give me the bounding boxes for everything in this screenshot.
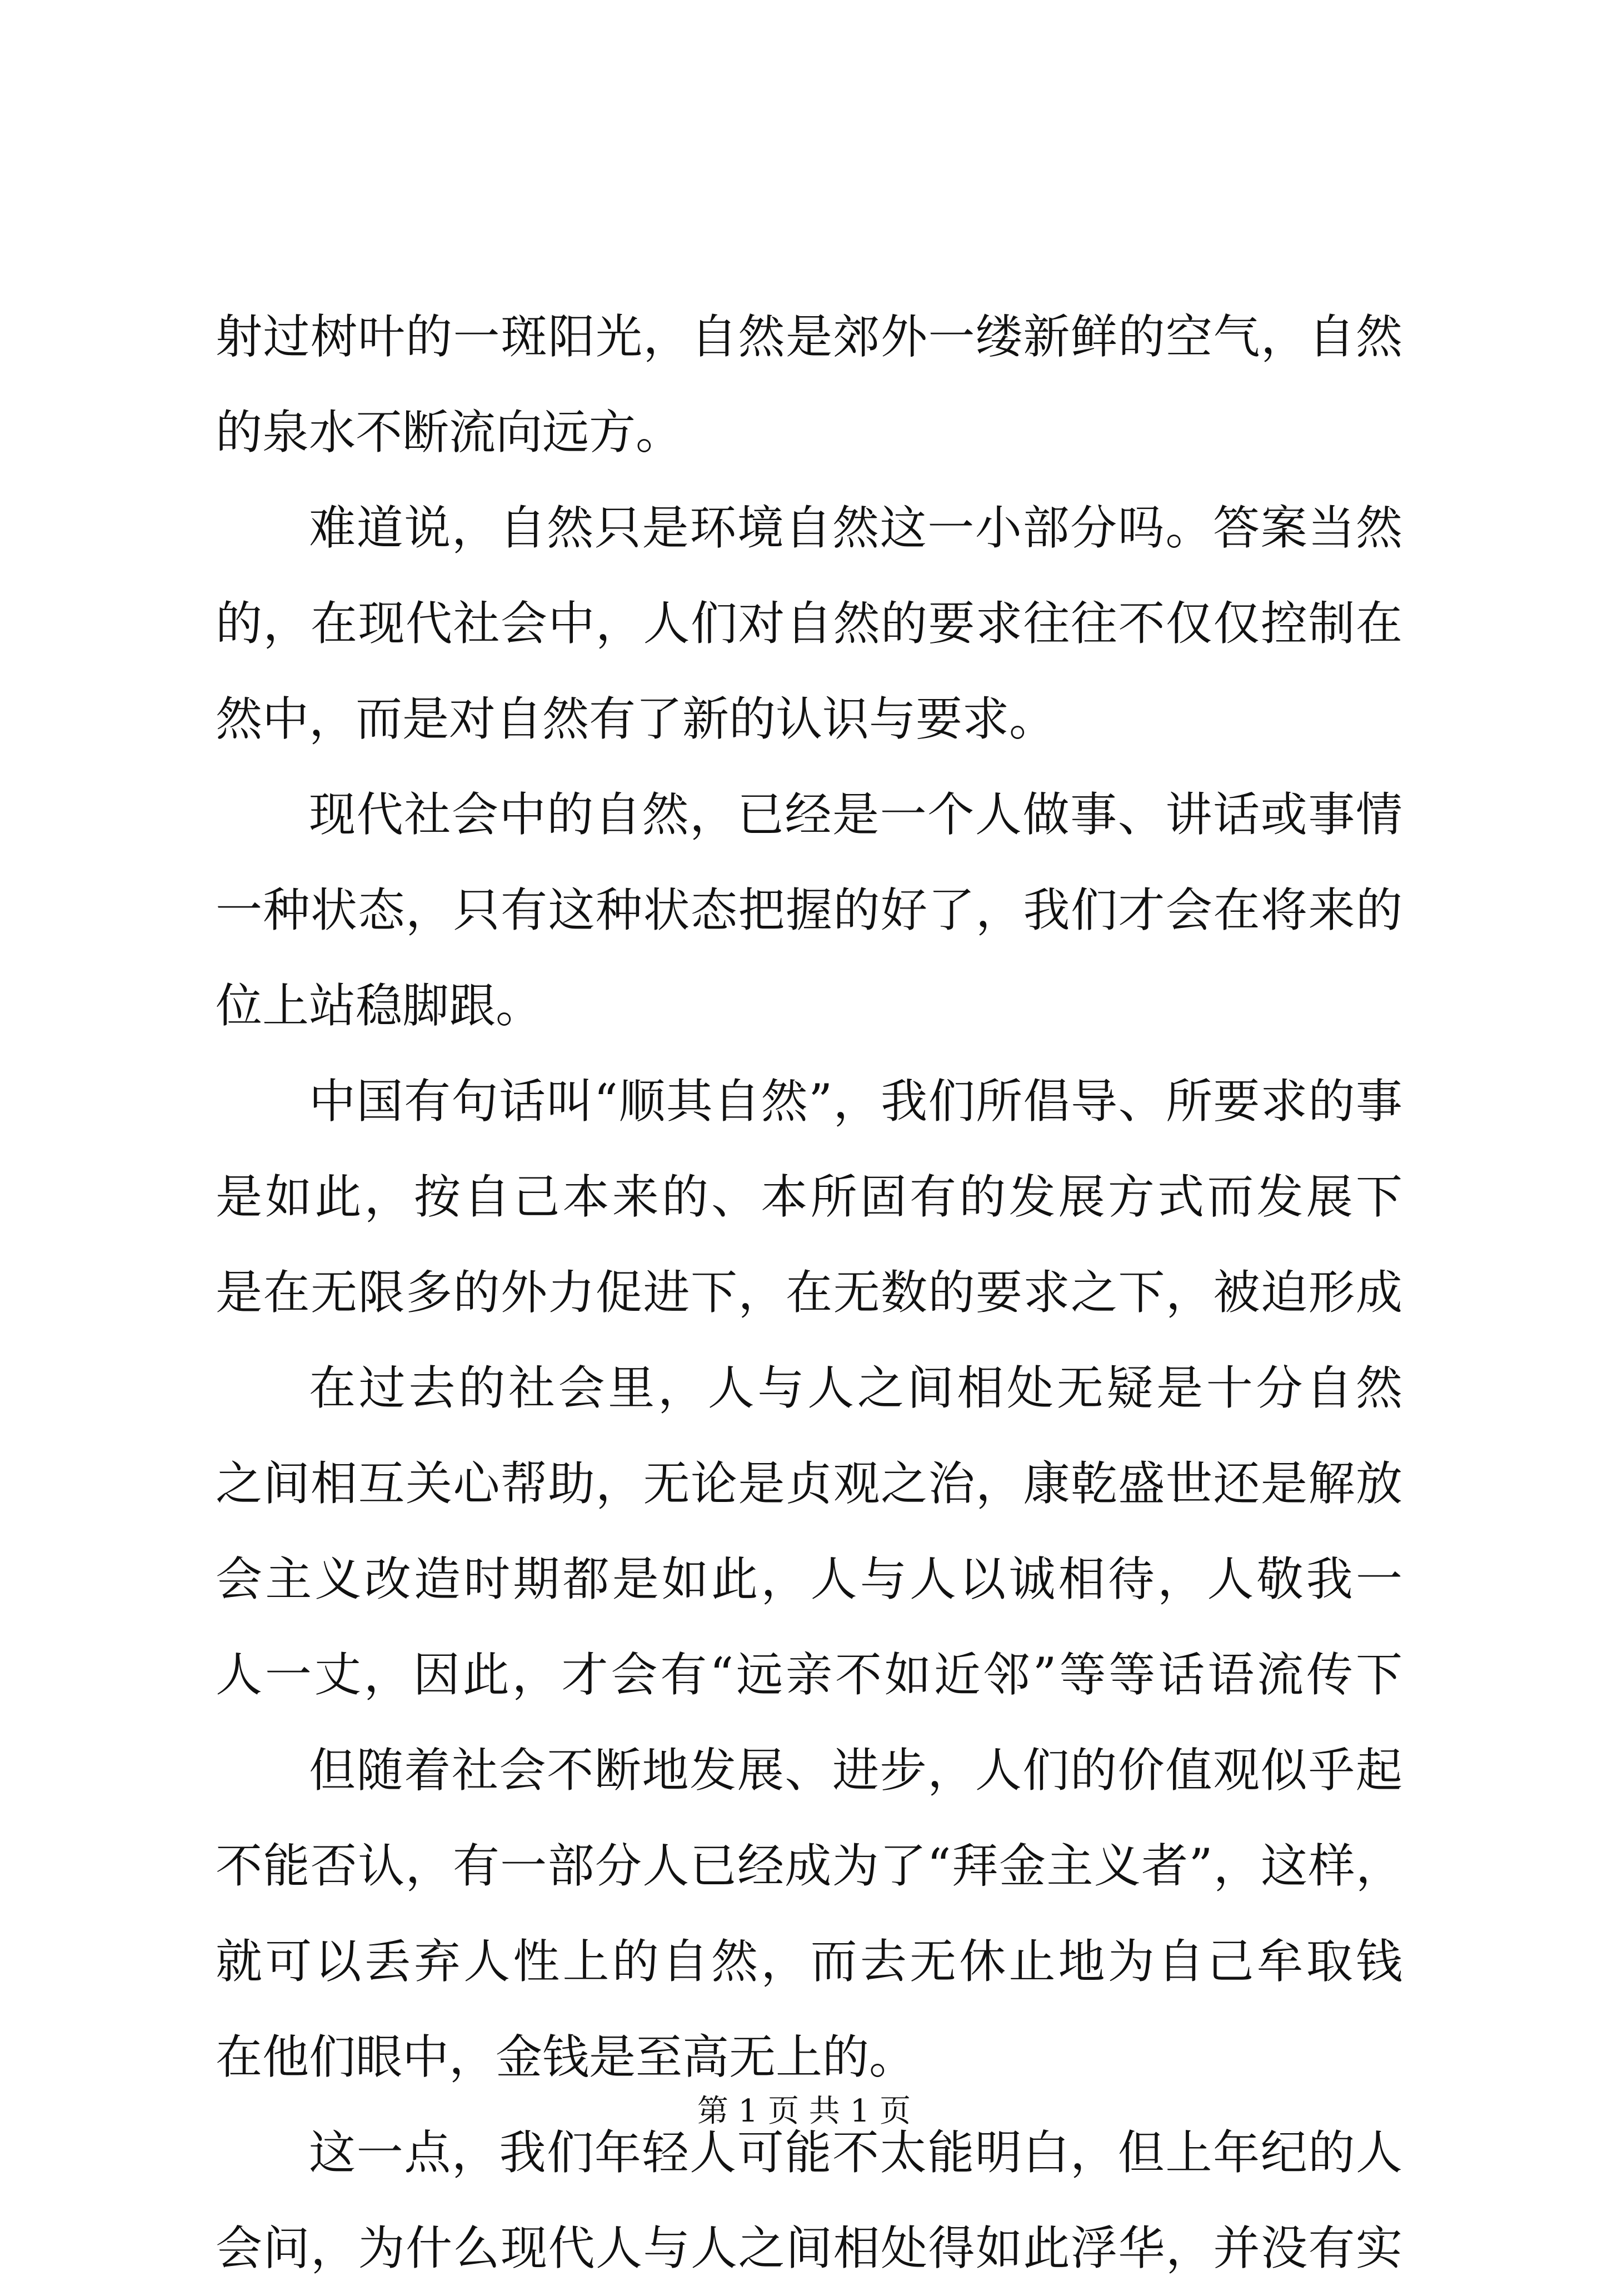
text-line-8: 位上站稳脚跟。 xyxy=(216,979,543,1033)
page-footer: 第 1 页 共 1 页 xyxy=(697,2093,911,2129)
text-line-19: 在他们眼中，金钱是至高无上的。 xyxy=(216,2030,916,2084)
text-line-20: 这一点，我们年轻人可能不太能明白，但上年纪的人 xyxy=(309,2125,1402,2180)
text-line-13: 之间相互关心帮助，无论是贞观之治，康乾盛世还是解放 xyxy=(216,1456,1402,1511)
text-line-5: 然中，而是对自然有了新的认识与要求。 xyxy=(216,692,1056,746)
text-line-14: 会主义改造时期都是如此，人与人以诚相待，人敬我一 xyxy=(216,1552,1402,1606)
text-line-16: 但随着社会不断地发展、进步，人们的价值观似乎起 xyxy=(309,1743,1402,1798)
text-line-2: 的泉水不断流向远方。 xyxy=(216,405,683,460)
text-line-10: 是如此，按自己本来的、本所固有的发展方式而发展下 xyxy=(216,1170,1402,1224)
text-line-15: 人一丈，因此，才会有“远亲不如近邻”等等话语流传下 xyxy=(216,1648,1402,1702)
body-text xyxy=(216,289,1402,2296)
text-line-11: 是在无限多的外力促进下，在无数的要求之下，被迫形成 xyxy=(216,1265,1402,1320)
text-line-12: 在过去的社会里，人与人之间相处无疑是十分自然 xyxy=(309,1361,1402,1415)
text-line-9: 中国有句话叫“顺其自然”，我们所倡导、所要求的事 xyxy=(309,1074,1402,1129)
text-line-7: 一种状态，只有这种状态把握的好了，我们才会在将来的 xyxy=(216,883,1402,937)
text-line-3: 难道说，自然只是环境自然这一小部分吗。答案当然 xyxy=(309,501,1402,555)
text-line-21: 会问，为什么现代人与人之间相处得如此浮华，并没有实 xyxy=(216,2221,1402,2275)
text-line-4: 的，在现代社会中，人们对自然的要求往往不仅仅控制在 xyxy=(216,596,1402,651)
text-line-17: 不能否认，有一部分人已经成为了“拜金主义者”，这样， xyxy=(216,1839,1402,1893)
text-line-1: 射过树叶的一斑阳光，自然是郊外一缕新鲜的空气，自然 xyxy=(216,310,1402,364)
text-line-6: 现代社会中的自然，已经是一个人做事、讲话或事情 xyxy=(309,787,1402,842)
text-line-18: 就可以丢弃人性上的自然，而去无休止地为自己牟取钱 xyxy=(216,1934,1402,1989)
